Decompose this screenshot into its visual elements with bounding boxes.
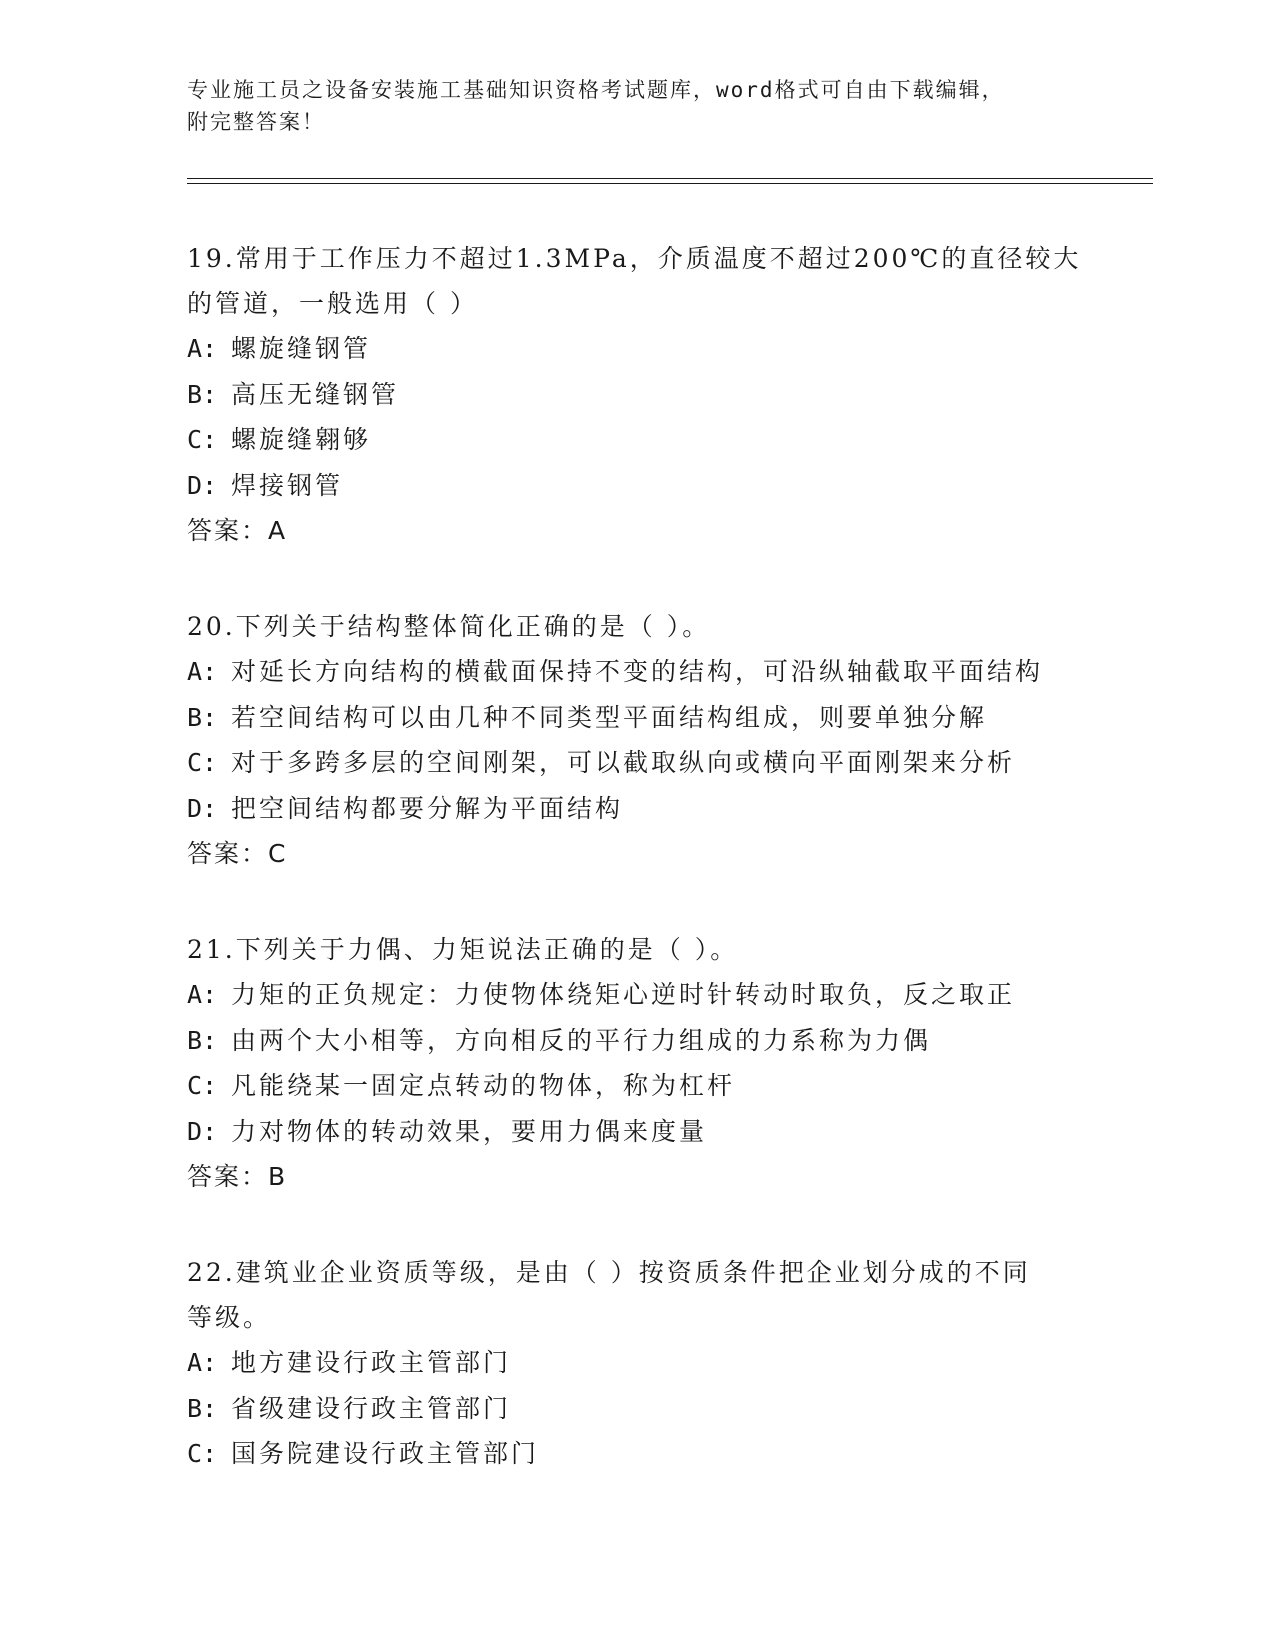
option-text: 力对物体的转动效果，要用力偶来度量: [231, 1116, 708, 1146]
option-text: 对于多跨多层的空间刚架，可以截取纵向或横向平面刚架来分析: [231, 748, 1016, 777]
option-b: [187, 372, 1087, 418]
option-letter: A:: [187, 1348, 218, 1377]
option-c: [187, 1063, 1087, 1109]
option-d: [187, 786, 1087, 832]
question-list: [187, 236, 1087, 1527]
option-text: 由两个大小相等，方向相反的平行力组成的力系称为力偶: [231, 1025, 932, 1055]
document-header: [187, 74, 1067, 138]
option-c: [187, 1431, 1087, 1477]
option-a: [187, 649, 1087, 695]
option-letter: C:: [187, 1439, 218, 1468]
option-letter: B:: [187, 702, 218, 732]
header-line-1: 专业施工员之设备安装施工基础知识资格考试题库，word格式可自由下载编辑，: [187, 78, 1005, 102]
question-stem-line-1: 22.建筑业企业资质等级，是由（ ）按资质条件把企业划分成的不同: [187, 1258, 1031, 1287]
option-letter: A:: [187, 980, 218, 1009]
option-text: 对延长方向结构的横截面保持不变的结构，可沿纵轴截取平面结构: [231, 657, 1044, 686]
option-text: 力矩的正负规定：力使物体绕矩心逆时针转动时取负，反之取正: [231, 980, 1016, 1009]
option-letter: D:: [187, 793, 218, 823]
option-letter: D:: [187, 470, 218, 500]
option-a: [187, 972, 1087, 1018]
question-stem-line-1: 21.下列关于力偶、力矩说法正确的是（ ）。: [187, 935, 739, 964]
question-19: [187, 236, 1087, 554]
option-letter: A:: [187, 334, 218, 363]
option-a: [187, 326, 1087, 372]
answer-line: 答案：C: [187, 839, 288, 868]
option-letter: B:: [187, 1025, 218, 1055]
option-letter: C:: [187, 1071, 218, 1100]
question-22: [187, 1250, 1087, 1477]
option-text: 螺旋缝钢管: [231, 334, 372, 363]
question-stem-line-1: 19.常用于工作压力不超过1.3MPa，介质温度不超过200℃的直径较大: [187, 244, 1082, 273]
header-line-2: 附完整答案！: [187, 110, 325, 134]
option-c: [187, 417, 1087, 463]
option-letter: C:: [187, 748, 218, 777]
option-b: [187, 1386, 1087, 1432]
option-text: 焊接钢管: [231, 470, 344, 500]
option-d: [187, 1109, 1087, 1155]
option-b: [187, 695, 1087, 741]
answer-line: 答案：A: [187, 516, 288, 545]
question-stem-line-1: 20.下列关于结构整体简化正确的是（ ）。: [187, 612, 711, 641]
option-b: [187, 1018, 1087, 1064]
question-21: [187, 927, 1087, 1200]
option-d: [187, 463, 1087, 509]
question-20: [187, 604, 1087, 877]
option-text: 省级建设行政主管部门: [231, 1393, 512, 1423]
option-a: [187, 1340, 1087, 1386]
answer-line: 答案：B: [187, 1162, 288, 1191]
header-rule-top: [187, 178, 1153, 179]
header-rule-bottom: [187, 183, 1153, 184]
option-text: 高压无缝钢管: [231, 379, 400, 409]
option-letter: D:: [187, 1116, 218, 1146]
option-letter: B:: [187, 1393, 218, 1423]
option-text: 螺旋缝翱够: [231, 425, 372, 454]
option-letter: C:: [187, 425, 218, 454]
option-letter: A:: [187, 657, 218, 686]
option-letter: B:: [187, 379, 218, 409]
option-text: 凡能绕某一固定点转动的物体，称为杠杆: [231, 1071, 736, 1100]
option-text: 国务院建设行政主管部门: [231, 1439, 540, 1468]
option-text: 若空间结构可以由几种不同类型平面结构组成，则要单独分解: [231, 702, 988, 732]
question-stem-line-2: 等级。: [187, 1303, 272, 1332]
option-c: [187, 740, 1087, 786]
question-stem-line-2: 的管道，一般选用（ ）: [187, 289, 478, 318]
option-text: 把空间结构都要分解为平面结构: [231, 793, 624, 823]
option-text: 地方建设行政主管部门: [231, 1348, 512, 1377]
